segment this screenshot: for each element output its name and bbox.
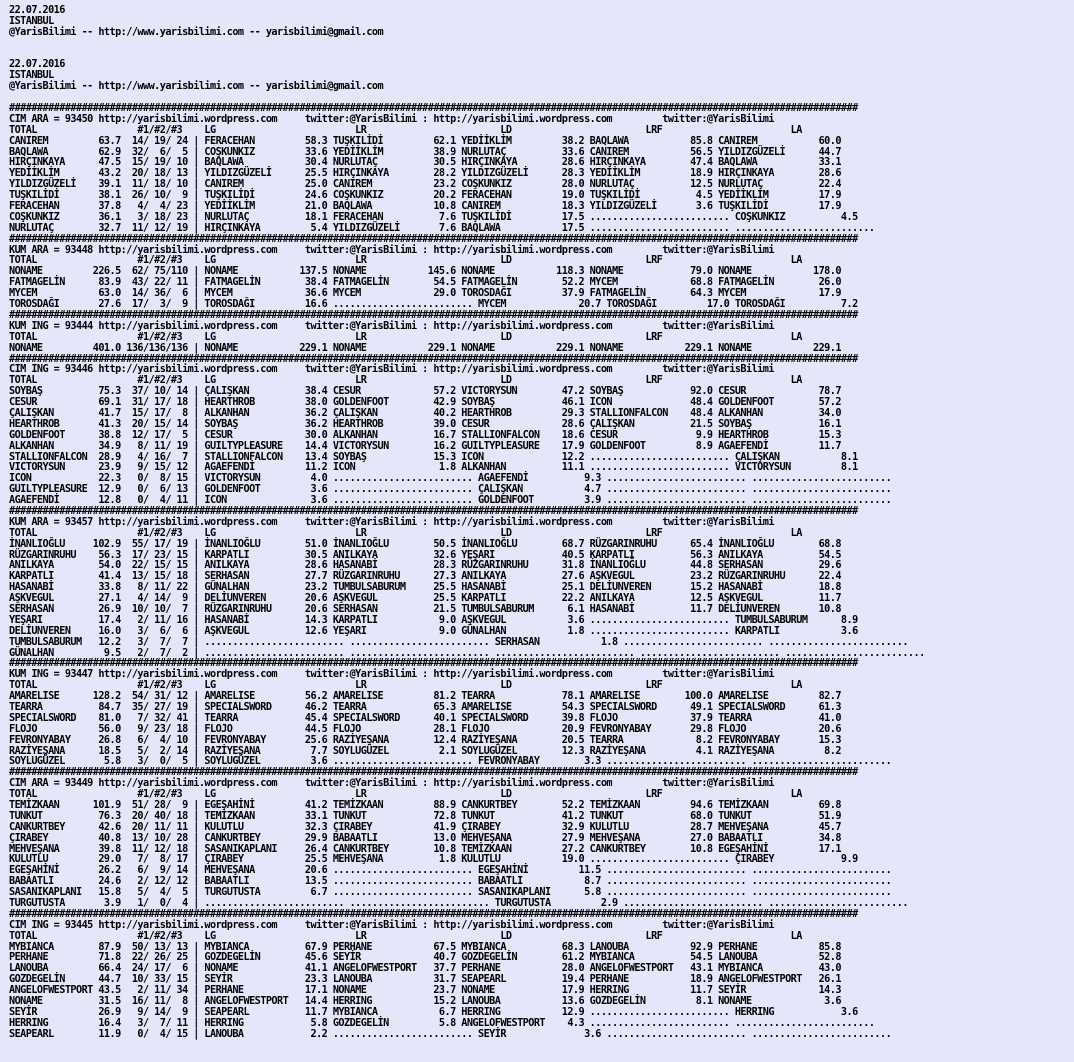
table-row: ANILKAYA 54.0 22/ 15/ 15 | ANILKAYA 28.6 HASANABİ 28.3 RÜZGARINRUHU 31.8 İNANLIOĞLU 44.8 SERHASAN 29.6: [9, 560, 841, 572]
section-separator: ########################################################################################################################################################: [9, 353, 858, 365]
table-row: YEŞARI 17.4 2/ 11/ 16 | HASANABİ 14.3 KARPATLI 9.0 AŞKVEGUL 3.6 ......................... TUMBULSABURUM 8.9: [9, 614, 858, 626]
table-row: KULUTLU 29.0 7/ 8/ 17 | ÇIRABEY 25.5 MEHVEŞANA 1.8 KULUTLU 19.0 ......................... ÇIRABEY 9.9: [9, 854, 858, 866]
table-row: NURLUTAÇ 32.7 11/ 12/ 19 | HIRÇINKAYA 5.4 YILDIZGÜZELİ 7.6 BAQLAWA 17.5 ......................... .........................: [9, 222, 875, 234]
table-row: TEARRA 84.7 35/ 27/ 19 | SPECIALSWORD 46.2 TEARRA 65.3 AMARELISE 54.3 SPECIALSWORD 49.1 SPECIALSWORD 61.3: [9, 702, 841, 713]
table-row: CESUR 69.1 31/ 17/ 18 | HEARTHROB 38.0 GOLDENFOOT 42.9 SOYBAŞ 46.1 ICON 48.4 GOLDENFOOT 57.2: [9, 397, 841, 409]
section-separator: ########################################################################################################################################################: [9, 767, 858, 779]
table-row: AGAEFENDİ 12.8 0/ 4/ 11 | ICON 3.6 ......................... GOLDENFOOT 3.9 ......................... .........................: [9, 495, 892, 507]
table-row: MYCEM 63.0 14/ 36/ 6 | MYCEM 36.6 MYCEM 29.0 TOROSDAĞI 37.9 FATMAGELİN 64.3 MYCEM 17.9: [9, 288, 841, 300]
table-row: MEHVEŞANA 39.8 11/ 12/ 18 | SASANIKAPLANI 26.4 CANKURTBEY 10.8 TEMİZKAAN 27.2 CANKURTBEY 10.8 EGEŞAHİNİ 17.1: [9, 843, 841, 855]
table-row: GÜNALHAN 9.5 2/ 7/ 2 | ......................... ......................... ......................... ......................... .........................: [9, 647, 925, 659]
report-city: ISTANBUL: [9, 70, 54, 82]
table-row: SPECIALSWORD 81.0 7/ 32/ 41 | TEARRA 45.4 SPECIALSWORD 40.1 SPECIALSWORD 39.8 FLOJO 37.9 TEARRA 41.0: [9, 712, 841, 724]
report-date: 22.07.2016: [9, 5, 65, 16]
table-row: HASANABİ 33.8 8/ 11/ 22 | GÜNALHAN 23.2 TUMBULSABURUM 25.5 HASANABİ 25.1 DELİUNVEREN 15.2 HASANABİ 18.8: [9, 582, 841, 594]
table-row: HIRÇINKAYA 47.5 15/ 19/ 10 | BAQLAWA 30.4 NURLUTAÇ 30.5 HIRÇINKAYA 28.6 HIRÇINKAYA 47.4 BAQLAWA 33.1: [9, 157, 841, 169]
table-row: SEAPEARL 11.9 0/ 4/ 15 | LANOUBA 2.2 ......................... SEYİR 3.6 ......................... .........................: [9, 1028, 892, 1040]
report-date: 22.07.2016: [9, 59, 65, 71]
table-row: MYBIANCA 87.9 50/ 13/ 13 | MYBIANCA 67.9 PERHANE 67.5 MYBIANCA 68.3 LANOUBA 92.9 PERHANE 85.8: [9, 941, 841, 953]
table-row: HERRING 16.4 3/ 7/ 11 | HERRING 5.8 GOZDEGELİN 5.8 ANGELOFWESTPORT 4.3 ......................... .........................: [9, 1017, 875, 1029]
table-row: RAZİYEŞANA 18.5 5/ 2/ 14 | RAZİYEŞANA 7.7 SOYLUGÜZEL 2.1 SOYLUGÜZEL 12.3 RAZİYEŞANA 4.1 RAZİYEŞANA 8.2: [9, 745, 841, 757]
section-separator: ########################################################################################################################################################: [9, 233, 858, 245]
table-row: TURGUTUSTA 3.9 1/ 0/ 4 | ......................... ......................... TURGUTUSTA 2.9 ......................... .........................: [9, 898, 908, 910]
table-row: NONAME 226.5 62/ 75/110 | NONAME 137.5 NONAME 145.6 NONAME 118.3 NONAME 79.0 NONAME 178.0: [9, 266, 841, 278]
blank-line: [9, 50, 1074, 61]
table-row: FATMAGELİN 83.9 43/ 22/ 11 | FATMAGELİN 38.4 FATMAGELİN 54.5 FATMAGELİN 52.2 MYCEM 68.8 FATMAGELİN 26.0: [9, 277, 841, 289]
table-row: ANGELOFWESTPORT 43.5 2/ 11/ 34 | PERHANE 17.1 NONAME 23.7 NONAME 17.9 HERRING 11.7 SEYİR 14.3: [9, 985, 841, 997]
table-row: TOROSDAĞI 27.6 17/ 3/ 9 | TOROSDAĞI 16.6 ......................... MYCEM 20.7 TOROSDAĞI 17.0 TOROSDAĞI 7.2: [9, 299, 858, 311]
table-row: BABAATLI 24.6 2/ 12/ 12 | BABAATLI 13.5 ......................... BABAATLI 8.7 ......................... .........................: [9, 876, 892, 888]
table-row: CANIREM 63.7 14/ 19/ 24 | FERACEHAN 58.3 TUŞKILİDİ 62.1 YEDİİKLİM 38.2 BAQLAWA 85.8 CANIREM 60.0: [9, 135, 841, 147]
table-row: STALLIONFALCON 28.9 4/ 16/ 7 | STALLIONFALCON 13.4 SOYBAŞ 15.3 ICON 12.2 ......................... ÇALIŞKAN 8.1: [9, 451, 858, 463]
report-contact: @YarisBilimi -- http://www.yarisbilimi.com -- yarisbilimi@gmail.com: [9, 26, 384, 38]
table-row: ALKANHAN 34.9 8/ 11/ 19 | GUILTYPLEASURE 14.4 VICTORYSUN 16.2 GUILTYPLEASURE 17.9 GOLDENFOOT 8.9 AGAEFENDİ 11.7: [9, 440, 841, 452]
table-row: FLOJO 56.0 9/ 23/ 18 | FLOJO 44.5 FLOJO 28.1 FLOJO 20.9 FEVRONYABAY 29.8 FLOJO 20.6: [9, 723, 841, 735]
column-header: TOTAL #1/#2/#3 LG LR LD LRF LA: [9, 680, 802, 692]
race-title: KUM ARA = 93448 http://yarisbilimi.wordpress.com twitter:@YarisBilimi : http://yarisbilimi.wordpress.com twitter:@YarisBilimi: [9, 244, 774, 256]
column-header: TOTAL #1/#2/#3 LG LR LD LRF LA: [9, 255, 802, 267]
column-header: TOTAL #1/#2/#3 LG LR LD LRF LA: [9, 930, 802, 942]
table-row: RÜZGARINRUHU 56.3 17/ 23/ 15 | KARPATLI 30.5 ANILKAYA 32.6 YEŞARI 40.5 KARPATLI 56.3 ANILKAYA 54.5: [9, 549, 841, 561]
table-row: COŞKUNKIZ 36.1 3/ 18/ 23 | NURLUTAÇ 18.1 FERACEHAN 7.6 TUŞKILİDİ 17.5 ......................... COŞKUNKIZ 4.5: [9, 211, 858, 223]
section-separator: ########################################################################################################################################################: [9, 505, 858, 517]
race-title: CIM ING = 93446 http://yarisbilimi.wordpress.com twitter:@YarisBilimi : http://yarisbilimi.wordpress.com twitter:@YarisBilimi: [9, 364, 774, 376]
table-row: PERHANE 71.8 22/ 26/ 25 | GOZDEGELİN 45.6 SEYİR 40.7 GOZDEGELİN 61.2 MYBIANCA 54.5 LANOUBA 52.8: [9, 952, 841, 964]
table-row: LANOUBA 66.4 24/ 17/ 6 | NONAME 41.1 ANGELOFWESTPORT 37.7 PERHANE 28.0 ANGELOFWESTPORT 43.1 MYBIANCA 43.0: [9, 963, 841, 975]
table-row: ÇIRABEY 40.8 13/ 10/ 28 | CANKURTBEY 29.9 BABAATLI 13.0 MEHVEŞANA 27.9 MEHVEŞANA 27.0 BABAATLI 34.8: [9, 832, 841, 844]
table-row: AMARELISE 128.2 54/ 31/ 12 | AMARELISE 56.2 AMARELISE 81.2 TEARRA 78.1 AMARELISE 100.0 AMARELISE 82.7: [9, 691, 841, 703]
table-row: CANKURTBEY 42.6 20/ 11/ 11 | KULUTLU 32.3 ÇIRABEY 41.9 ÇIRABEY 32.9 KULUTLU 28.7 MEHVEŞANA 45.7: [9, 821, 841, 833]
table-row: HEARTHROB 41.3 20/ 15/ 14 | SOYBAŞ 36.2 HEARTHROB 39.0 CESUR 28.6 ÇALIŞKAN 21.5 SOYBAŞ 16.1: [9, 418, 841, 430]
table-row: SEYİR 26.9 9/ 14/ 9 | SEAPEARL 11.7 MYBIANCA 6.7 HERRING 12.9 ......................... HERRING 3.6: [9, 1006, 858, 1018]
race-title: CIM ING = 93445 http://yarisbilimi.wordpress.com twitter:@YarisBilimi : http://yarisbilimi.wordpress.com twitter:@YarisBilimi: [9, 919, 774, 931]
race-title: CIM ARA = 93449 http://yarisbilimi.wordpress.com twitter:@YarisBilimi : http://yarisbilimi.wordpress.com twitter:@YarisBilimi: [9, 778, 774, 790]
table-row: NONAME 401.0 136/136/136 | NONAME 229.1 NONAME 229.1 NONAME 229.1 NONAME 229.1 NONAME 229.1: [9, 342, 841, 354]
table-row: AŞKVEGUL 27.1 4/ 14/ 9 | DELİUNVEREN 20.6 AŞKVEGUL 25.5 KARPATLI 22.2 ANILKAYA 12.5 AŞKVEGUL 11.7: [9, 593, 841, 605]
table-row: FERACEHAN 37.8 4/ 4/ 23 | YEDİİKLİM 21.0 BAQLAWA 10.8 CANIREM 18.3 YILDIZGÜZELİ 3.6 TUŞKILİDİ 17.9: [9, 201, 841, 213]
table-row: SOYBAŞ 75.3 37/ 10/ 14 | ÇALIŞKAN 38.4 CESUR 57.2 VICTORYSUN 47.2 SOYBAŞ 92.0 CESUR 78.7: [9, 386, 841, 398]
table-row: DELİUNVEREN 16.0 3/ 6/ 6 | AŞKVEGUL 12.6 YEŞARI 9.0 GÜNALHAN 1.8 ......................... KARPATLI 3.6: [9, 625, 858, 637]
report-city: ISTANBUL: [9, 15, 54, 27]
table-row: ICON 22.3 0/ 8/ 15 | VICTORYSUN 4.0 ......................... AGAEFENDİ 9.3 ......................... .........................: [9, 473, 892, 485]
table-row: GUILTYPLEASURE 12.9 0/ 6/ 13 | GOLDENFOOT 3.6 ......................... ÇALIŞKAN 4.7 ......................... .........................: [9, 484, 892, 496]
blank-line: [9, 39, 1074, 50]
race-sections: [9, 104, 1074, 1041]
section-separator: ########################################################################################################################################################: [9, 309, 858, 321]
table-row: TEMİZKAAN 101.9 51/ 28/ 9 | EGEŞAHİNİ 41.2 TEMİZKAAN 88.9 CANKURTBEY 52.2 TEMİZKAAN 94.6 TEMİZKAAN 69.8: [9, 800, 841, 812]
table-row: YEDİİKLİM 43.2 20/ 18/ 13 | YILDIZGÜZELİ 25.5 HIRÇINKAYA 28.2 YILDIZGÜZELİ 28.3 YEDİİKLİM 18.9 HIRÇINKAYA 28.6: [9, 168, 841, 180]
table-row: GOZDEGELİN 44.7 10/ 33/ 15 | SEYİR 23.3 LANOUBA 31.7 SEAPEARL 19.4 PERHANE 18.9 ANGELOFWESTPORT 26.1: [9, 974, 841, 986]
report-contact: @YarisBilimi -- http://www.yarisbilimi.com -- yarisbilimi@gmail.com: [9, 81, 384, 93]
table-row: İNANLIOĞLU 102.9 55/ 17/ 19 | İNANLIOĞLU 51.0 İNANLIOĞLU 50.5 İNANLIOĞLU 68.7 RÜZGARINRUHU 65.4 İNANLIOĞLU 68.8: [9, 538, 841, 550]
race-title: KUM ARA = 93457 http://yarisbilimi.wordpress.com twitter:@YarisBilimi : http://yarisbilimi.wordpress.com twitter:@YarisBilimi: [9, 516, 774, 528]
table-row: TUMBULSABURUM 12.2 3/ 7/ 7 | ......................... ......................... SERHASAN 1.8 ......................... .........................: [9, 636, 908, 648]
section-separator: ########################################################################################################################################################: [9, 658, 858, 670]
table-row: SASANIKAPLANI 15.8 5/ 4/ 5 | TURGUTUSTA 6.7 ......................... SASANIKAPLANI 5.8 ......................... .........................: [9, 887, 892, 899]
table-row: FEVRONYABAY 26.8 6/ 4/ 10 | FEVRONYABAY 25.6 RAZİYEŞANA 12.4 RAZİYEŞANA 20.5 TEARRA 8.2 FEVRONYABAY 15.3: [9, 734, 841, 746]
table-row: ÇALIŞKAN 41.7 15/ 17/ 8 | ALKANHAN 36.2 ÇALIŞKAN 40.2 HEARTHROB 29.3 STALLIONFALCON 48.4 ALKANHAN 34.0: [9, 407, 841, 419]
column-header: TOTAL #1/#2/#3 LG LR LD LRF LA: [9, 375, 802, 387]
table-row: KARPATLI 41.4 13/ 15/ 18 | SERHASAN 27.7 RÜZGARINRUHU 27.3 ANILKAYA 27.6 AŞKVEGUL 23.2 RÜZGARINRUHU 22.4: [9, 571, 841, 583]
table-row: EGEŞAHİNİ 26.2 6/ 9/ 14 | MEHVEŞANA 20.6 ......................... EGEŞAHİNİ 11.5 ......................... .........................: [9, 865, 892, 877]
table-row: TUNKUT 76.3 20/ 40/ 18 | TEMİZKAAN 33.1 TUNKUT 72.8 TUNKUT 41.2 TUNKUT 68.0 TUNKUT 51.9: [9, 810, 841, 822]
table-row: BAQLAWA 62.9 32/ 6/ 5 | COŞKUNKIZ 33.6 YEDİİKLİM 38.9 NURLUTAÇ 33.6 CANIREM 56.5 YILDIZGÜZELİ 44.7: [9, 146, 841, 158]
column-header: TOTAL #1/#2/#3 LG LR LD LRF LA: [9, 527, 802, 539]
column-header: TOTAL #1/#2/#3 LG LR LD LRF LA: [9, 124, 802, 136]
table-row: VICTORYSUN 23.9 9/ 15/ 12 | AGAEFENDİ 11.2 ICON 1.8 ALKANHAN 11.1 ......................... VICTORYSUN 8.1: [9, 462, 858, 474]
table-row: TUŞKILİDİ 38.1 26/ 10/ 9 | TUŞKILİDİ 24.6 COŞKUNKIZ 20.2 FERACEHAN 19.0 TUŞKILİDİ 4.5 YEDİİKLİM 17.9: [9, 190, 841, 202]
table-row: SOYLUGÜZEL 5.8 3/ 0/ 5 | SOYLUGÜZEL 3.6 ......................... FEVRONYABAY 3.3 ......................... .........................: [9, 756, 892, 768]
section-separator: ########################################################################################################################################################: [9, 103, 858, 115]
table-row: YILDIZGÜZELİ 39.1 11/ 18/ 10 | CANIREM 25.0 CANIREM 23.2 COŞKUNKIZ 28.0 NURLUTAÇ 12.5 NURLUTAÇ 22.4: [9, 179, 841, 191]
race-title: CIM ARA = 93450 http://yarisbilimi.wordpress.com twitter:@YarisBilimi : http://yarisbilimi.wordpress.com twitter:@YarisBilimi: [9, 113, 774, 125]
race-title: KUM ING = 93444 http://yarisbilimi.wordpress.com twitter:@YarisBilimi : http://yarisbilimi.wordpress.com twitter:@YarisBilimi: [9, 320, 774, 332]
table-row: GOLDENFOOT 38.8 12/ 17/ 5 | CESUR 30.0 ALKANHAN 16.7 STALLIONFALCON 18.6 CESUR 9.9 HEARTHROB 15.3: [9, 429, 841, 441]
column-header: TOTAL #1/#2/#3 LG LR LD LRF LA: [9, 331, 802, 343]
table-row: NONAME 31.5 16/ 11/ 8 | ANGELOFWESTPORT 14.4 HERRING 15.2 LANOUBA 13.6 GOZDEGELİN 8.1 NONAME 3.6: [9, 996, 841, 1008]
section-separator: ########################################################################################################################################################: [9, 908, 858, 920]
race-title: KUM ING = 93447 http://yarisbilimi.wordpress.com twitter:@YarisBilimi : http://yarisbilimi.wordpress.com twitter:@YarisBilimi: [9, 669, 774, 681]
column-header: TOTAL #1/#2/#3 LG LR LD LRF LA: [9, 789, 802, 801]
table-row: SERHASAN 26.9 10/ 10/ 7 | RÜZGARINRUHU 20.6 SERHASAN 21.5 TUMBULSABURUM 6.1 HASANABİ 11.7 DELİUNVEREN 10.8: [9, 603, 841, 615]
